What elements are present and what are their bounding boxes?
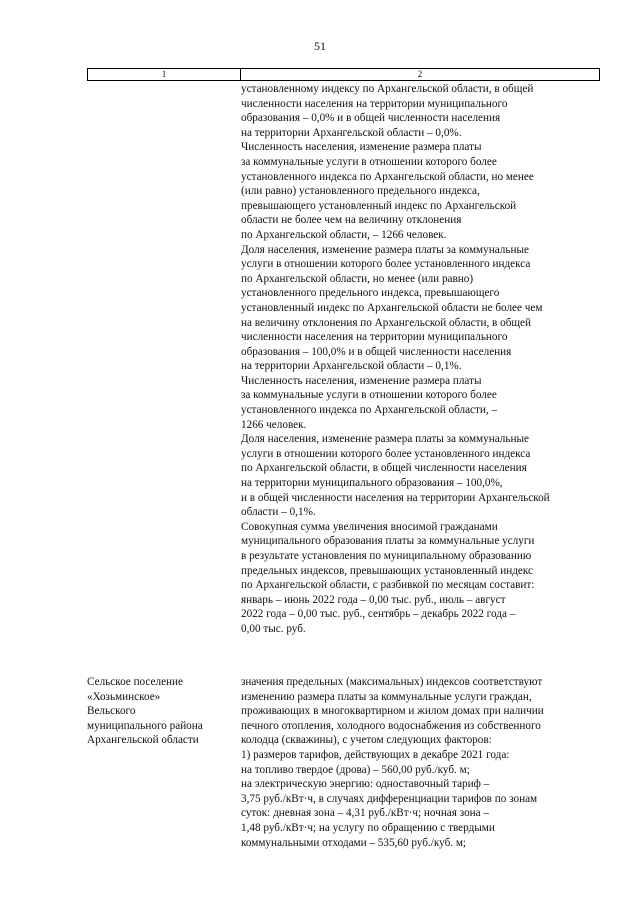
text-line: муниципального образования платы за коммунальные услуги (241, 535, 535, 548)
section1-text (241, 82, 601, 637)
municipality-line: муниципального района (87, 719, 203, 732)
page-number: 51 (314, 39, 326, 53)
text-line: коммунальными отходами – 535,60 руб./куб. м; (241, 836, 467, 849)
text-line: Численность населения, изменение размера платы (241, 374, 482, 387)
text-line: Численность населения, изменение размера платы (241, 141, 482, 154)
text-line: на величину отклонения по Архангельской области, в общей (241, 316, 531, 329)
text-line: по Архангельской области, – 1266 человек. (241, 228, 447, 241)
text-line: 1266 человек. (241, 418, 307, 431)
text-line: на территории муниципального образования – 100,0%, (241, 477, 503, 490)
text-line: по Архангельской области, в общей численности населения (241, 462, 527, 475)
text-line: области – 0,1%. (241, 506, 316, 519)
text-line: и в общей численности населения на территории Архангельской (241, 491, 550, 504)
text-line: установленного индекса по Архангельской области, но менее (241, 170, 534, 183)
text-line: в результате установления по муниципальному образованию (241, 550, 532, 562)
text-line: 2022 года – 0,00 тыс. руб., сентябрь – декабрь 2022 года – (241, 608, 516, 621)
text-line: проживающих в многоквартирном и жилом домах при наличии (241, 705, 544, 718)
text-line: на территории Архангельской области – 0,0%. (241, 126, 462, 139)
text-line: за коммунальные услуги в отношении которого более (241, 389, 497, 402)
data-table (87, 68, 600, 849)
text-line: 1,48 руб./кВт·ч; на услугу по обращению с твердыми (241, 821, 495, 834)
text-line: установленный индекс по Архангельской области не более чем (241, 301, 543, 314)
text-line: январь – июнь 2022 года – 0,00 тыс. руб., июль – август (241, 593, 506, 606)
text-line: 0,00 тыс. руб. (241, 622, 306, 635)
text-line: на территории Архангельской области – 0,1%. (241, 360, 462, 373)
text-line: колодца (скважины), с учетом следующих факторов: (241, 734, 492, 747)
section2-text (241, 675, 601, 850)
text-line: численности населения на территории муниципального (241, 331, 508, 344)
text-line: значения предельных (максимальных) индексов соответствуют (241, 676, 543, 688)
table-header-row (87, 68, 600, 81)
municipality-line: Архангельской области (87, 734, 199, 747)
text-line: за коммунальные услуги в отношении которого более (241, 155, 497, 168)
municipality-line: «Хозьминское» (87, 690, 161, 703)
text-line: изменению размера платы за коммунальные услуги граждан, (241, 690, 532, 703)
text-line: по Архангельской области, с разбивкой по месяцам составит: (241, 579, 535, 592)
text-line: предельных индексов, превышающих установленный индекс (241, 564, 533, 577)
text-line: численности населения на территории муниципального (241, 97, 508, 110)
municipality-name (87, 675, 237, 748)
text-line: области не более чем на величину отклонения (241, 214, 462, 227)
text-line: Доля населения, изменение размера платы за коммунальные (241, 243, 529, 256)
text-line: (или равно) установленного предельного индекса, (241, 185, 480, 198)
column-header-2: 2 (417, 69, 423, 79)
text-line: по Архангельской области, но менее (или равно) (241, 272, 474, 285)
text-line: установленному индексу по Архангельской области, в общей (241, 83, 534, 95)
column-header-1: 1 (88, 69, 241, 80)
text-line: услуги в отношении которого более установленного индекса (241, 258, 531, 271)
text-line: Доля населения, изменение размера платы за коммунальные (241, 433, 529, 446)
municipality-line: Сельское поселение (87, 676, 183, 688)
text-line: Совокупная сумма увеличения вносимой гражданами (241, 520, 498, 533)
text-line: образования – 100,0% и в общей численности населения (241, 345, 512, 358)
text-line: суток: дневная зона – 4,31 руб./кВт·ч; ночная зона – (241, 807, 490, 820)
text-line: печного отопления, холодного водоснабжения из собственного (241, 719, 541, 732)
text-line: 3,75 руб./кВт·ч, в случаях дифференциации тарифов по зонам (241, 792, 538, 805)
text-line: установленного индекса по Архангельской области, – (241, 404, 498, 417)
text-line: 1) размеров тарифов, действующих в декабре 2021 года: (241, 748, 510, 761)
text-line: услуги в отношении которого более установленного индекса (241, 447, 531, 460)
text-line: на электрическую энергию: одноставочный тариф – (241, 778, 490, 791)
text-line: на топливо твердое (дрова) – 560,00 руб./куб. м; (241, 763, 470, 776)
text-line: образования – 0,0% и в общей численности населения (241, 112, 501, 125)
municipality-line: Вельского (87, 705, 136, 718)
text-line: установленного предельного индекса, превышающего (241, 287, 500, 300)
text-line: превышающего установленный индекс по Архангельской (241, 199, 517, 212)
